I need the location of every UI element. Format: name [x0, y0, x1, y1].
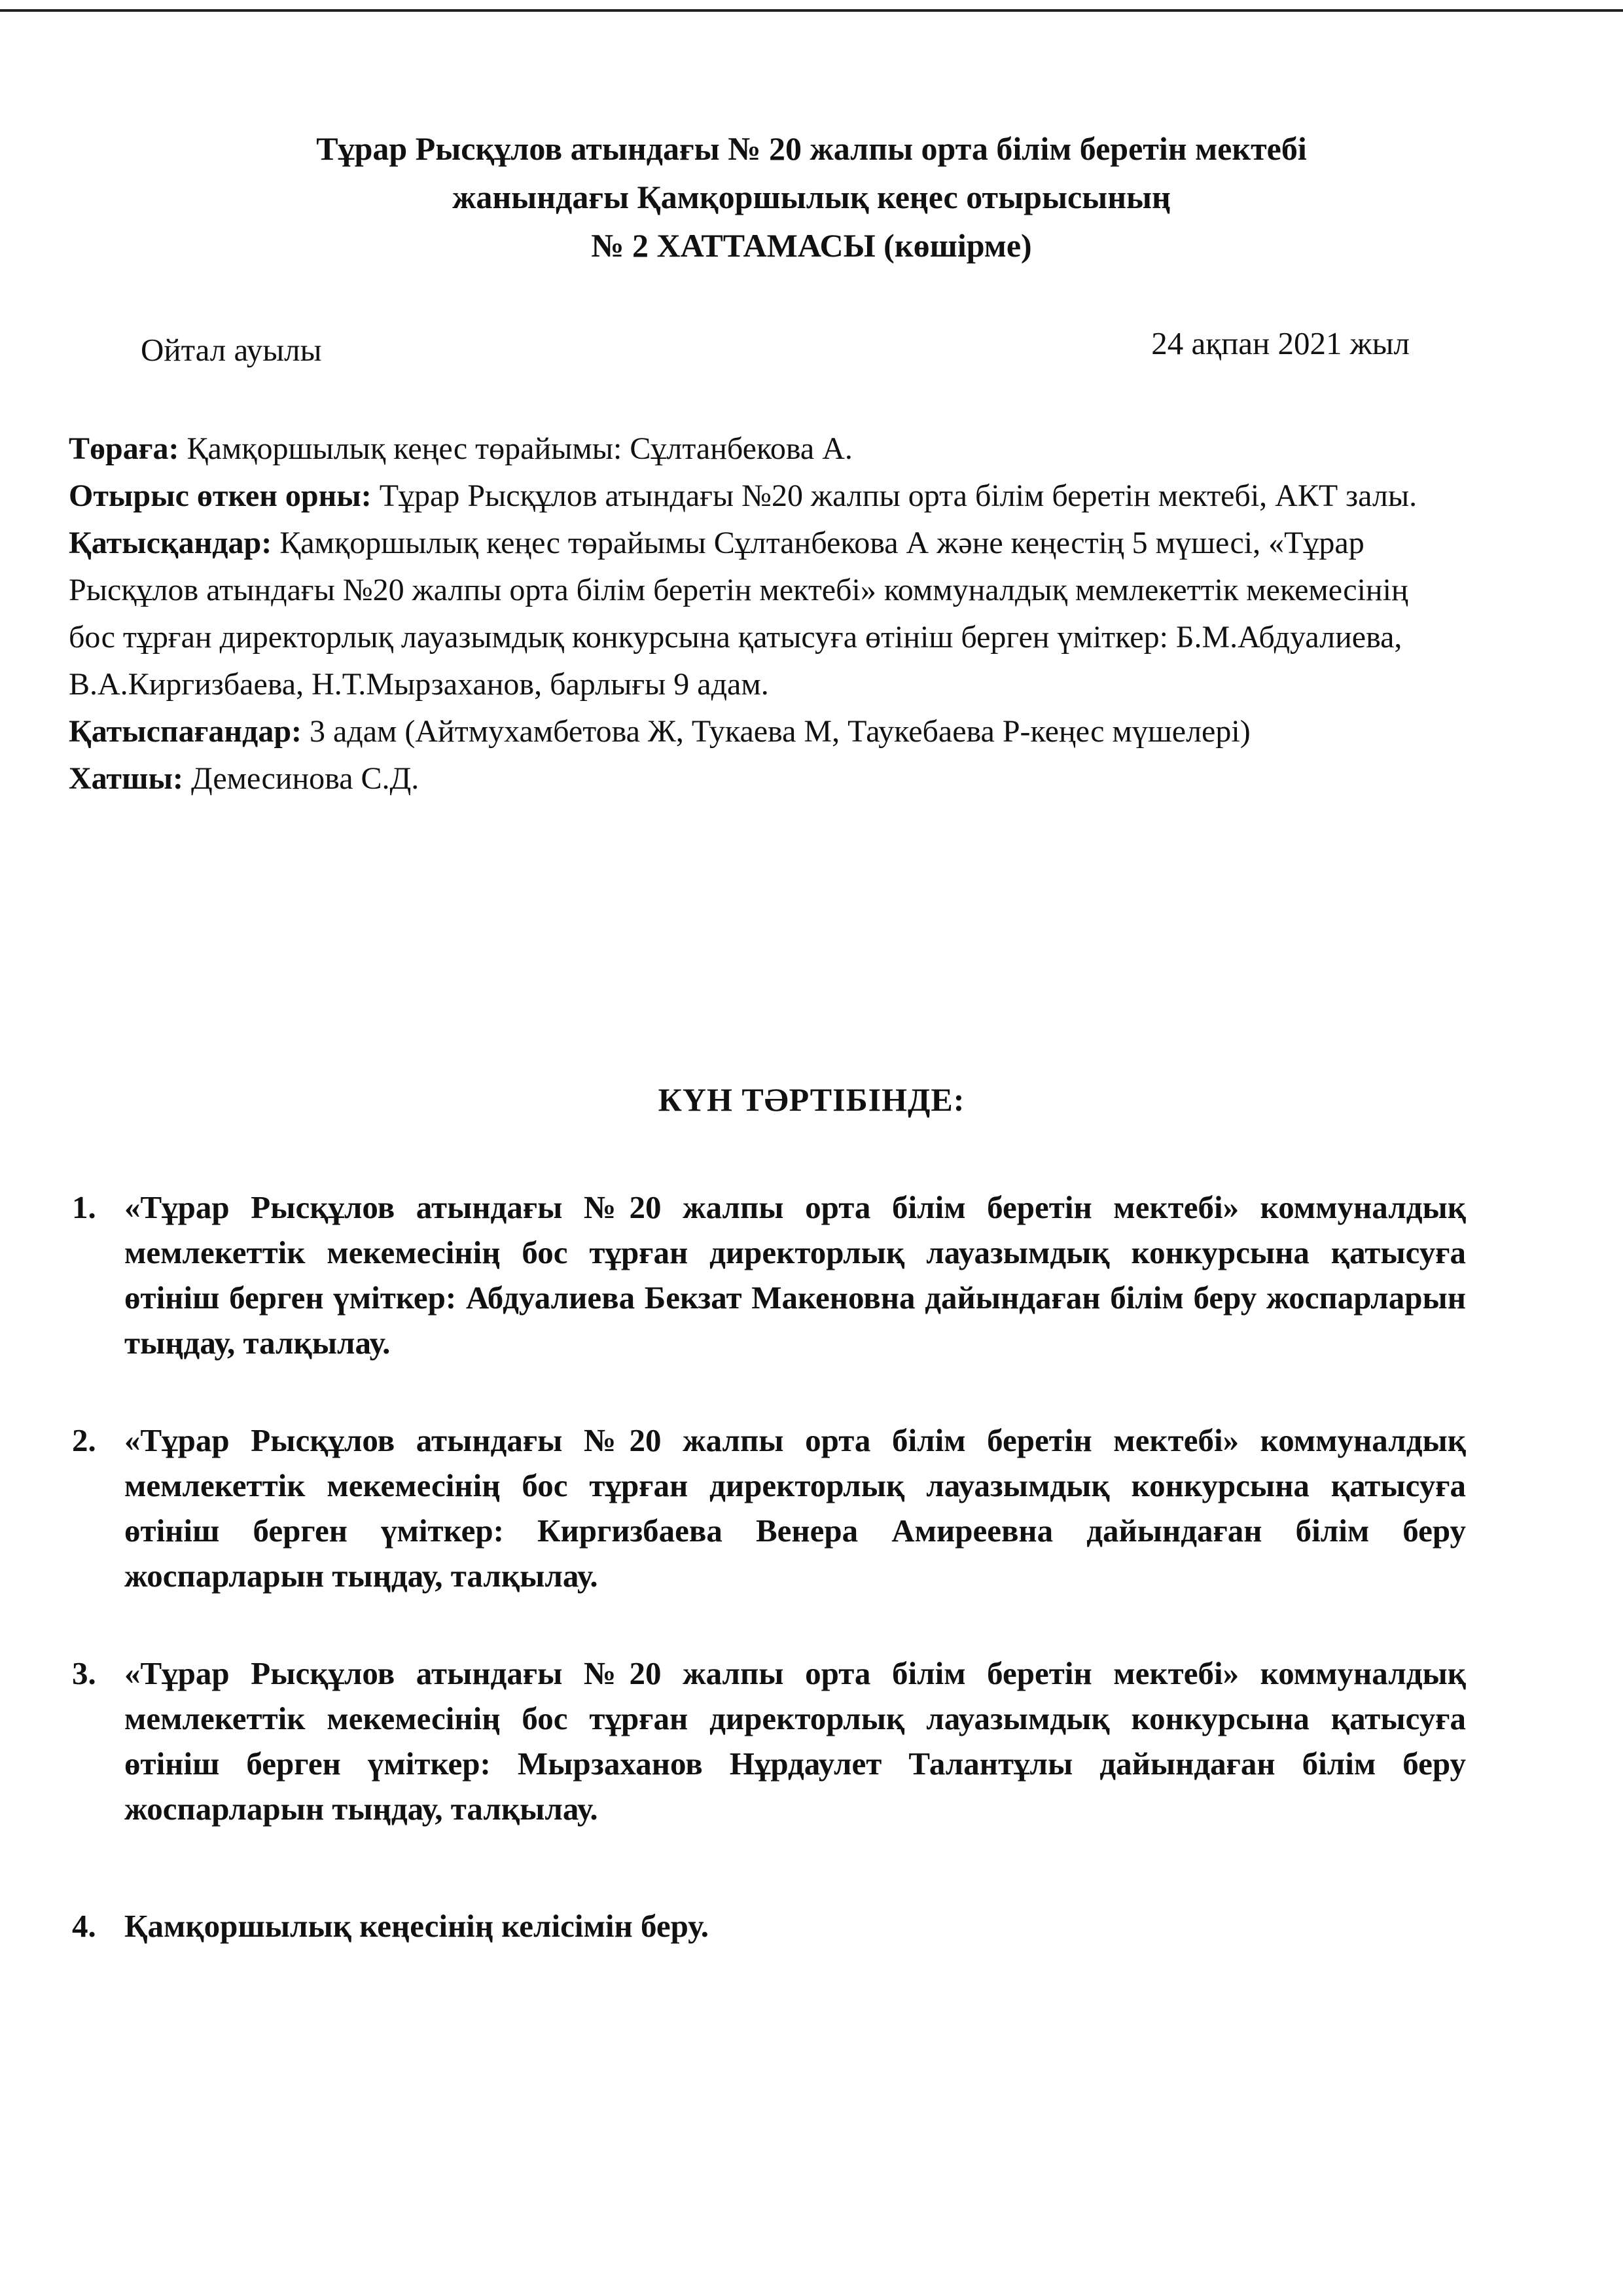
agenda-item-number: 2. [72, 1422, 96, 1458]
agenda-item-text: Қамқоршылық кеңесінің келісімін беру. [124, 1908, 709, 1944]
agenda-item-number: 1. [72, 1189, 96, 1225]
agenda-item-2 [72, 1418, 1466, 1598]
meeting-place: Ойтал ауылы [141, 332, 322, 368]
agenda-item-number: 4. [72, 1908, 96, 1944]
chair-label: Төрағa: [69, 431, 179, 466]
heading-line-3: № 2 ХАТТАМАСЫ (көшірме) [591, 227, 1032, 264]
secretary-value: Демесинова С.Д. [183, 761, 419, 796]
absent-label: Қатыспағандар: [69, 714, 302, 749]
agenda-item-4 [72, 1903, 1466, 1948]
venue-line [69, 473, 1456, 520]
heading-line-2: жанындағы Қамқоршылық кеңес отырысының [452, 179, 1171, 215]
agenda-title: КҮН ТӘРТІБІНДЕ: [658, 1081, 965, 1118]
venue-value: Тұрар Рысқұлов атындағы №20 жалпы орта білім беретін мектебі, АКТ залы. [371, 478, 1418, 513]
agenda-item-1 [72, 1185, 1466, 1365]
absent-line [69, 708, 1456, 755]
secretary-label: Хатшы: [69, 761, 183, 796]
agenda-item-3 [72, 1651, 1466, 1831]
scan-edge-line [0, 9, 1623, 12]
agenda-item-text: «Тұрар Рысқұлов атындағы №20 жалпы орта білім беретін мектебі» коммуналдық мемлекеттік мекемесінің бос тұрған директорлық лауазымдық конкурсына қатысуға өтініш берген үміткер: Мырзаханов Нұрдаулет Талантұлы дайындаған білім беру жоспарларын тыңдау, талқылау. [124, 1655, 1466, 1827]
document-heading [0, 124, 1623, 270]
agenda-item-number: 3. [72, 1655, 96, 1691]
venue-label: Отырыс өткен орны: [69, 478, 372, 513]
meeting-info [69, 425, 1456, 802]
present-line [69, 520, 1456, 708]
agenda-item-text: «Тұрар Рысқұлов атындағы №20 жалпы орта білім беретін мектебі» коммуналдық мемлекеттік мекемесінің бос тұрған директорлық лауазымдық конкурсына қатысуға өтініш берген үміткер: Абдуалиева Бекзат Макеновна дайындаған білім беру жоспарларын тыңдау, талқылау. [124, 1189, 1466, 1361]
chair-line [69, 425, 1456, 473]
agenda-item-text: «Тұрар Рысқұлов атындағы №20 жалпы орта білім беретін мектебі» коммуналдық мемлекеттік мекемесінің бос тұрған директорлық лауазымдық конкурсына қатысуға өтініш берген үміткер: Киргизбаева Венера Амиреевна дайындаған білім беру жоспарларын тыңдау, талқылау. [124, 1422, 1466, 1594]
meeting-date: 24 ақпан 2021 жыл [1151, 325, 1410, 361]
secretary-line [69, 755, 1456, 802]
absent-value: 3 адам (Айтмухамбетова Ж, Тукаева М, Таукебаева Р-кеңес мүшелері) [302, 714, 1251, 749]
heading-line-1: Тұрар Рысқұлов атындағы № 20 жалпы орта білім беретін мектебі [316, 130, 1307, 167]
agenda-list [72, 1185, 1466, 1948]
chair-value: Қамқоршылық кеңес төрайымы: Сұлтанбекова А. [179, 431, 853, 466]
present-value: Қамқоршылық кеңес төрайымы Сұлтанбекова А және кеңестің 5 мүшесі, «Тұрар Рысқұлов атындағы №20 жалпы орта білім беретін мектебі» коммуналдық мемлекеттік мекемесінің бос тұрған директорлық лауазымдық конкурсына қатысуға өтініш берген үміткер: Б.М.Абдуалиева, В.А.Киргизбаева, Н.Т.Мырзаханов, барлығы 9 адам. [69, 526, 1408, 702]
present-label: Қатысқандар: [69, 526, 272, 560]
